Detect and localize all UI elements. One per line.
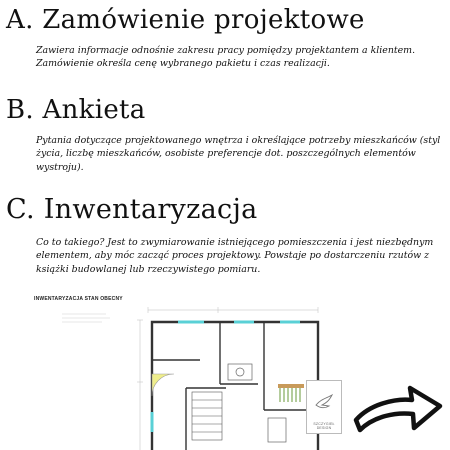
text-ankieta: Pytania dotyczące projektowanego wnętrza i określające potrzeby mieszkańców (styl życia, liczbę mieszkańców, osobiste preferencje dot. poszczególnych elementów wystroju). (36, 135, 441, 173)
plan-shelf (278, 384, 304, 388)
heading-inwentaryzacja: C. Inwentaryzacja (6, 194, 258, 225)
plan-plants (280, 388, 300, 402)
plan-title: INWENTARYZACJA STAN OBECNY (34, 296, 123, 302)
plan-dimension-lines (137, 307, 318, 450)
plan-fixtures (228, 364, 286, 442)
logo-text: SZCZYGIEŁ DESIGN (313, 422, 335, 430)
heading-ankieta: B. Ankieta (6, 95, 146, 125)
text-zamowienie: Zawiera informacje odnośnie zakresu pracy pomiędzy projektantem a klientem. Zamówienie określa cenę wybranego pakietu i czas realizacji. (36, 45, 416, 70)
floor-plan-svg (28, 292, 338, 450)
plan-door-swing (152, 374, 174, 396)
brand-logo (306, 380, 342, 434)
text-inwentaryzacja: Co to takiego? Jest to zwymiarowanie istniejącego pomieszczenia i jest niezbędnym elementem, aby móc zacząć proces projektowy. Powstaje po dostarczeniu rzutów z książki budowlanej lub rzeczywistego pomiaru. (36, 237, 434, 275)
plan-notes (62, 314, 110, 322)
heading-zamowienie: A. Zamówienie projektowe (6, 5, 365, 35)
plan-stairs (192, 392, 222, 440)
floor-plan-drawing (28, 292, 338, 450)
arrow-right-icon[interactable] (350, 378, 446, 440)
bird-logo-icon (307, 381, 341, 421)
